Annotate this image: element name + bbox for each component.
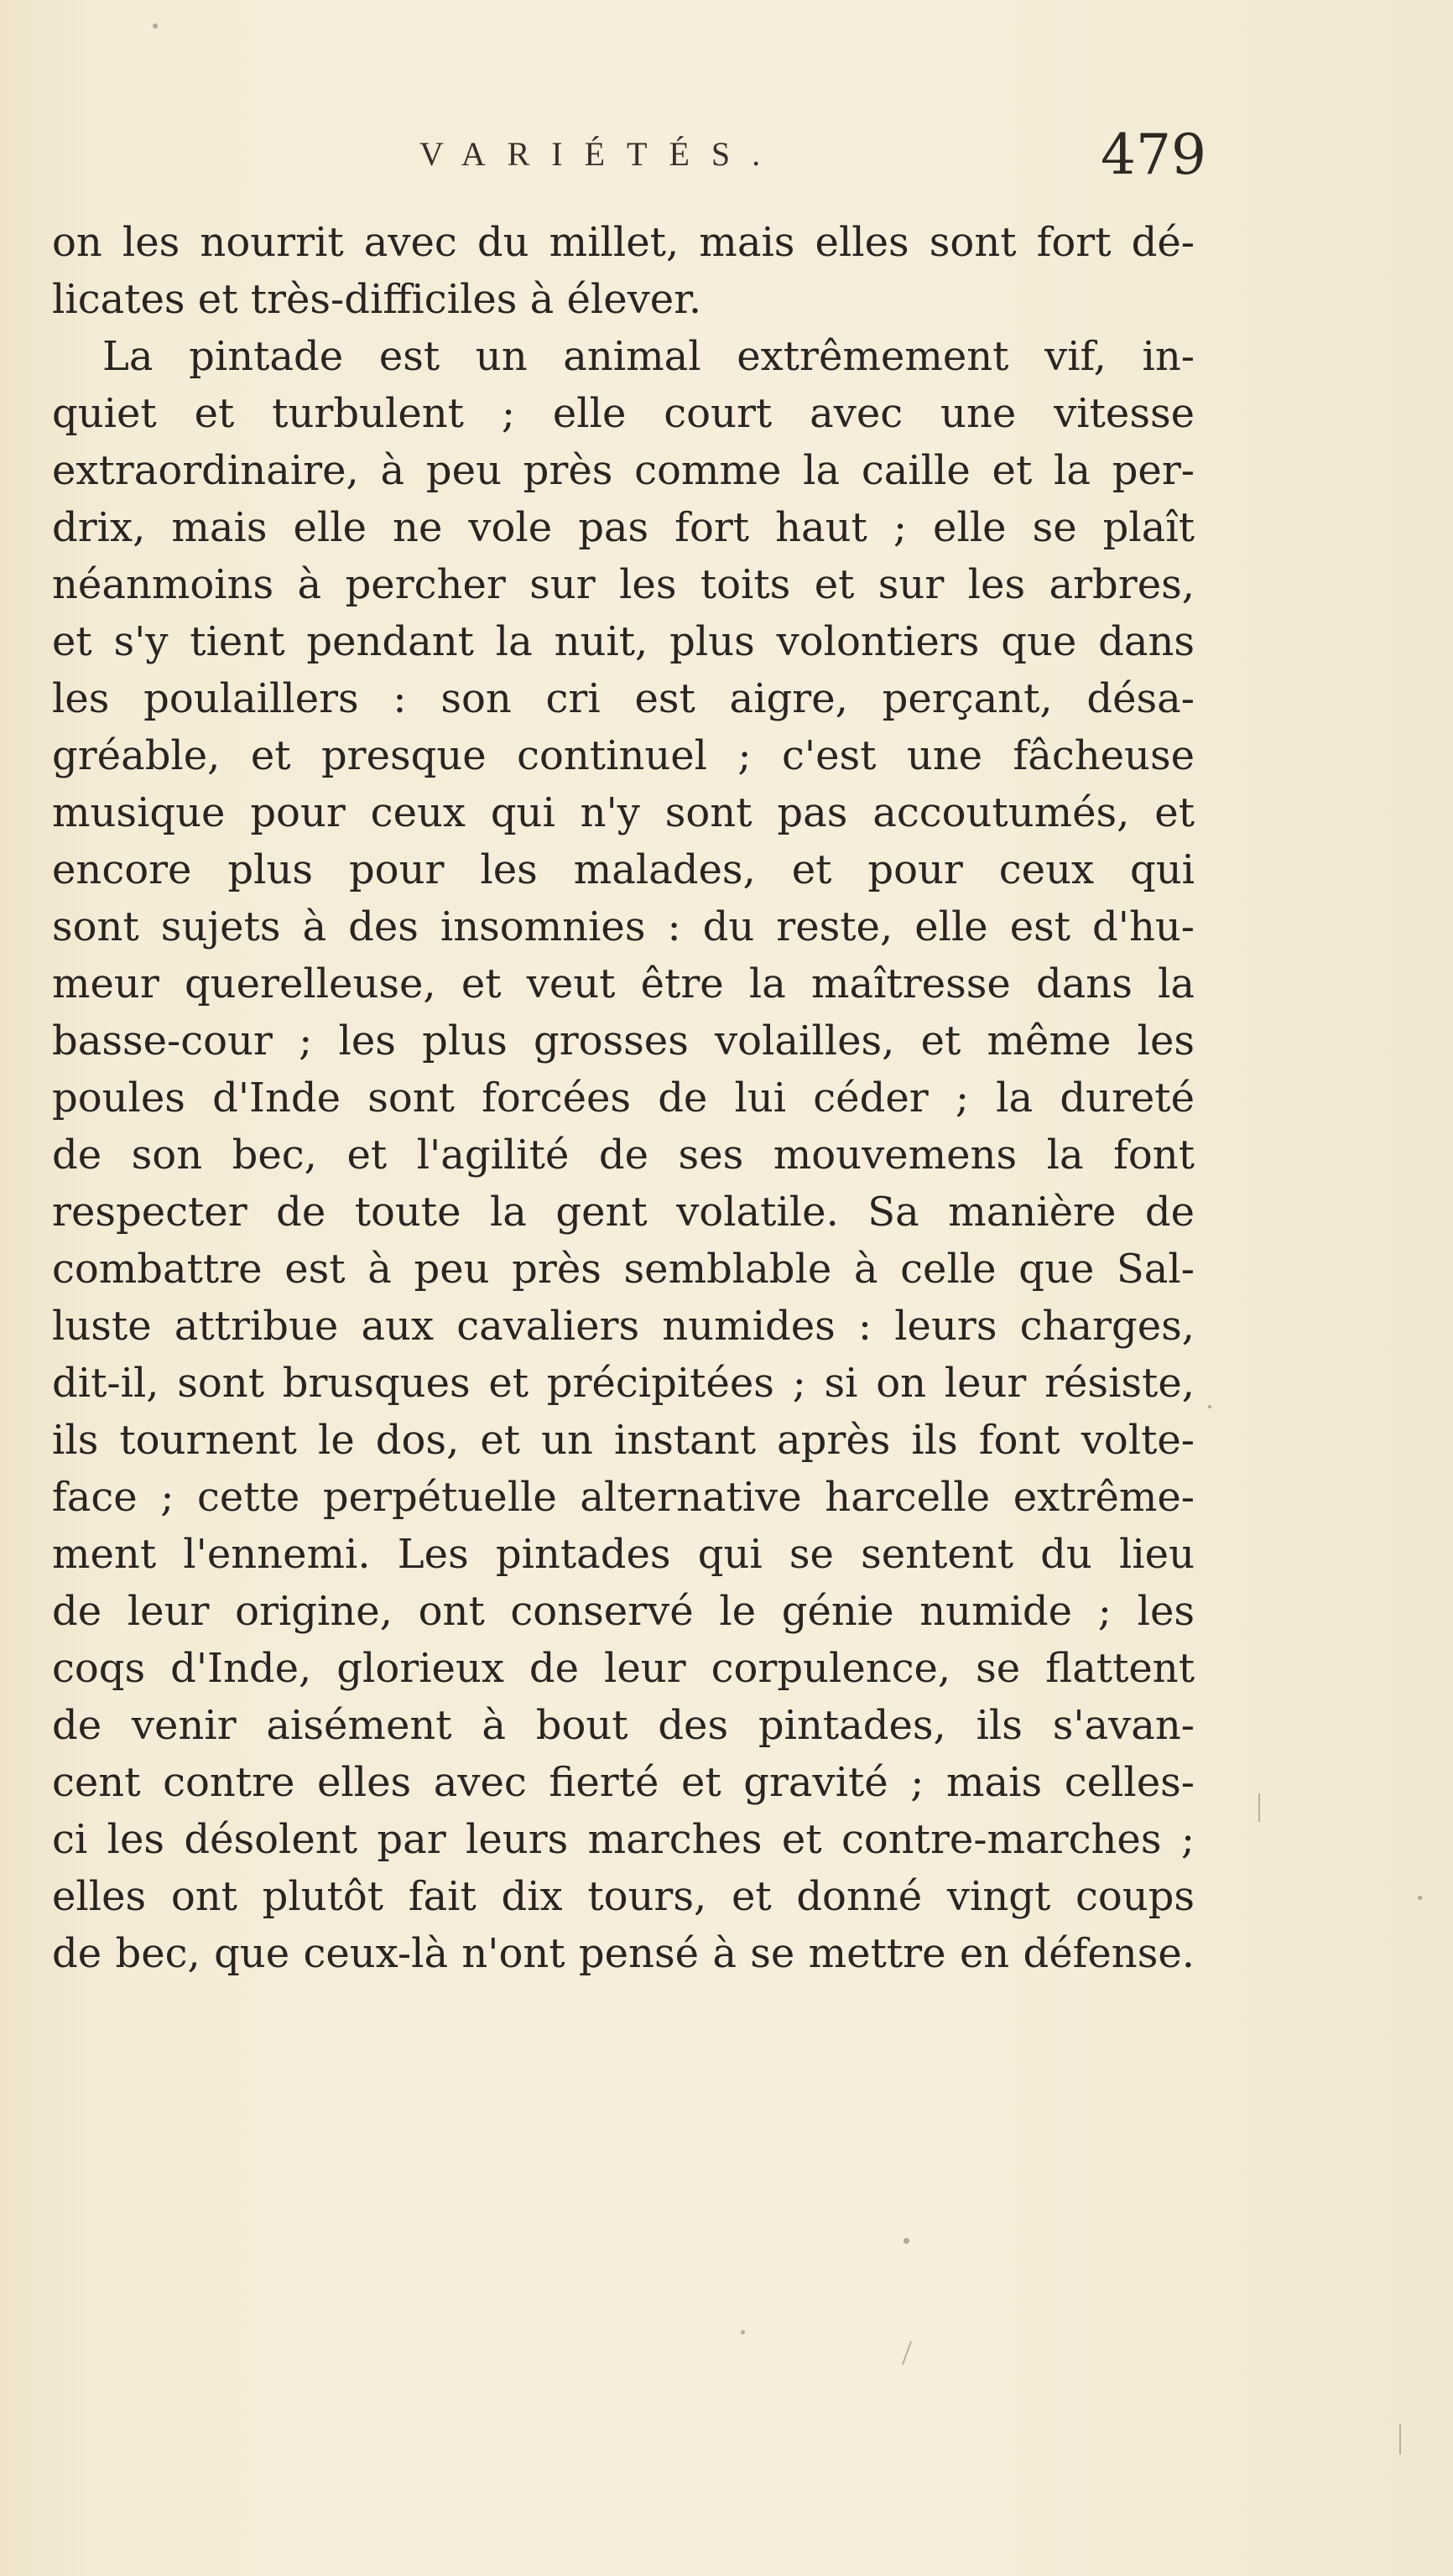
text-line: de venir aisément à bout des pintades, ils s'avan-	[52, 1702, 1195, 1749]
text-line: et s'y tient pendant la nuit, plus volontiers que dans	[52, 618, 1195, 665]
text-line: de leur origine, ont conservé le génie numide ; les	[52, 1588, 1195, 1635]
text-line: les poulaillers : son cri est aigre, perçant, désa-	[52, 675, 1195, 722]
paper-mark	[902, 2341, 912, 2365]
page-number: 479	[1101, 122, 1206, 187]
paper-speck	[904, 2238, 909, 2244]
text-line: extraordinaire, à peu près comme la caille et la per-	[52, 447, 1195, 494]
text-line: néanmoins à percher sur les toits et sur les arbres,	[52, 561, 1195, 608]
body-text	[52, 214, 1195, 1982]
text-line: drix, mais elle ne vole pas fort haut ; elle se plaît	[52, 504, 1195, 551]
text-line: licates et très-difficiles à élever.	[52, 276, 702, 323]
paper-speck	[1208, 1405, 1211, 1408]
text-line: ment l'ennemi. Les pintades qui se sentent du lieu	[52, 1531, 1195, 1578]
text-line: elles ont plutôt fait dix tours, et donné vingt coups	[52, 1873, 1195, 1920]
text-line: cent contre elles avec fierté et gravité ; mais celles-	[52, 1759, 1195, 1806]
text-line: respecter de toute la gent volatile. Sa manière de	[52, 1189, 1195, 1236]
text-line: ci les désolent par leurs marches et contre-marches ;	[52, 1816, 1195, 1863]
text-line: de son bec, et l'agilité de ses mouvemens la font	[52, 1132, 1195, 1179]
text-line: de bec, que ceux-là n'ont pensé à se mettre en défense.	[52, 1930, 1195, 1977]
running-head: VARIÉTÉS.	[419, 135, 783, 173]
paper-mark	[1258, 1793, 1260, 1822]
page-header	[0, 122, 1453, 201]
text-line: combattre est à peu près semblable à celle que Sal-	[52, 1246, 1195, 1293]
text-line: meur querelleuse, et veut être la maîtresse dans la	[52, 960, 1195, 1007]
text-line: luste attribue aux cavaliers numides : leurs charges,	[52, 1303, 1195, 1350]
text-line: gréable, et presque continuel ; c'est une fâcheuse	[52, 732, 1195, 779]
text-line: coqs d'Inde, glorieux de leur corpulence, se flattent	[52, 1645, 1195, 1692]
text-line: face ; cette perpétuelle alternative harcelle extrême-	[52, 1474, 1195, 1521]
text-line: on les nourrit avec du millet, mais elles sont fort dé-	[52, 219, 1195, 266]
text-line: poules d'Inde sont forcées de lui céder ; la dureté	[52, 1075, 1195, 1121]
text-line: quiet et turbulent ; elle court avec une vitesse	[52, 390, 1195, 437]
text-line: ils tournent le dos, et un instant après ils font volte-	[52, 1417, 1195, 1464]
text-line: sont sujets à des insomnies : du reste, elle est d'hu-	[52, 903, 1195, 950]
text-line: La pintade est un animal extrêmement vif, in-	[102, 333, 1195, 380]
paper-speck	[741, 2330, 745, 2334]
text-line: basse-cour ; les plus grosses volailles, et même les	[52, 1017, 1195, 1064]
text-line: musique pour ceux qui n'y sont pas accoutumés, et	[52, 789, 1195, 836]
paper-mark	[1399, 2424, 1401, 2454]
text-line: encore plus pour les malades, et pour ceux qui	[52, 846, 1195, 893]
text-line: dit-il, sont brusques et précipitées ; si on leur résiste,	[52, 1360, 1195, 1407]
paper-speck	[1418, 1896, 1422, 1900]
paper-speck	[153, 23, 158, 29]
